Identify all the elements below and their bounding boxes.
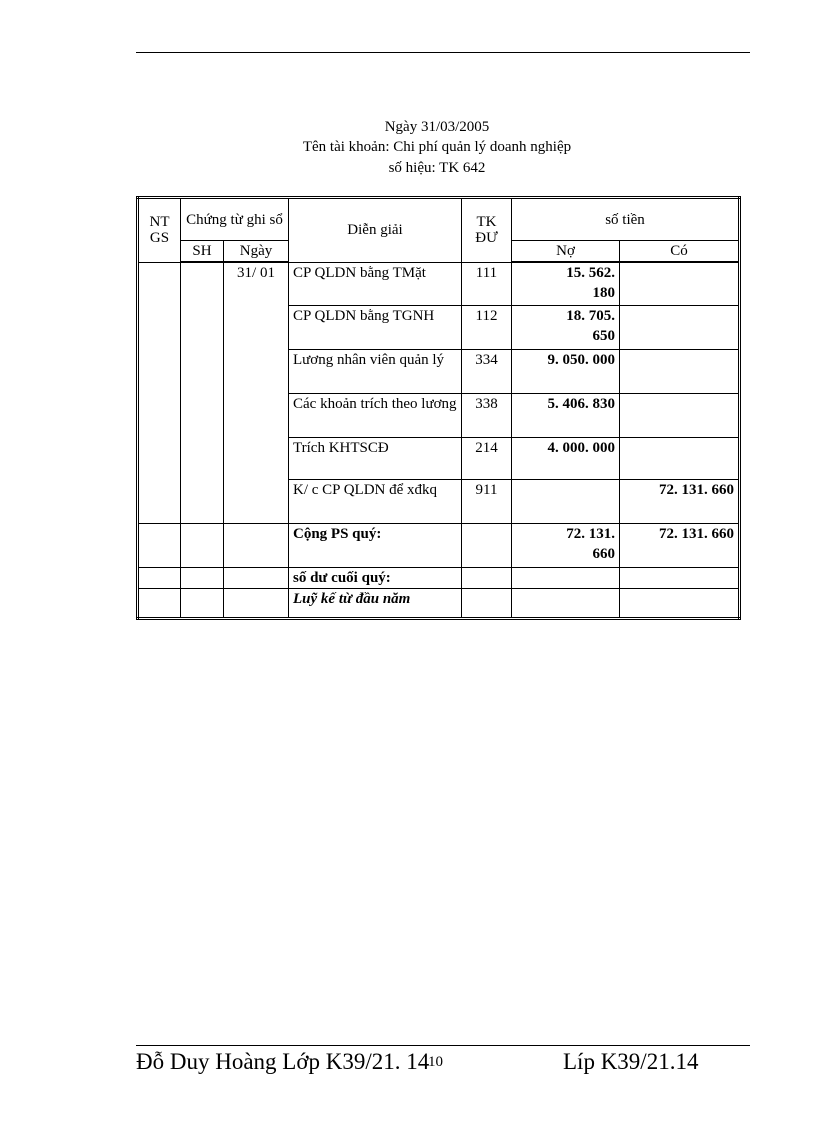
header-dien-giai: Diễn giải <box>289 198 462 263</box>
total-debit: 72. 131. 660 <box>512 523 620 567</box>
header-nt-gs: NT GS <box>138 198 181 263</box>
row-account: 112 <box>462 305 512 349</box>
closing-balance-label: số dư cuối quý: <box>289 567 462 588</box>
closing-balance-row <box>138 567 740 588</box>
cumulative-row <box>138 588 740 618</box>
row-credit: 72. 131. 660 <box>620 479 740 523</box>
row-description: Lương nhân viên quản lý <box>289 349 462 393</box>
row-credit <box>620 393 740 437</box>
header-tk-du: TK ĐƯ <box>462 198 512 263</box>
row-account: 334 <box>462 349 512 393</box>
header-so-tien: số tiền <box>512 198 740 241</box>
row-description: Trích KHTSCĐ <box>289 437 462 479</box>
table-row <box>138 262 740 305</box>
row-debit: 5. 406. 830 <box>512 393 620 437</box>
row-account: 111 <box>462 262 512 305</box>
header-sh: SH <box>181 241 224 263</box>
row-account: 911 <box>462 479 512 523</box>
row-account: 338 <box>462 393 512 437</box>
footer-class: Líp K39/21.14 <box>563 1049 699 1074</box>
row-description: K/ c CP QLDN để xđkq <box>289 479 462 523</box>
account-name: Tên tài khoản: Chi phí quản lý doanh nghiệp <box>302 139 572 155</box>
row-credit <box>620 349 740 393</box>
ledger-table <box>136 196 741 620</box>
total-label: Cộng PS quý: <box>289 523 462 567</box>
row-account: 214 <box>462 437 512 479</box>
row-debit: 4. 000. 000 <box>512 437 620 479</box>
top-rule <box>136 52 750 53</box>
footer-author: Đỗ Duy Hoàng Lớp K39/21. 14 10 <box>136 1049 443 1074</box>
row-debit: 18. 705. 650 <box>512 305 620 349</box>
header-co: Có <box>620 241 740 263</box>
total-row <box>138 523 740 567</box>
entry-date: 31/ 01 <box>224 262 289 523</box>
row-debit <box>512 479 620 523</box>
total-credit: 72. 131. 660 <box>620 523 740 567</box>
row-description: Các khoản trích theo lương <box>289 393 462 437</box>
row-description: CP QLDN bằng TGNH <box>289 305 462 349</box>
header-chung-tu: Chứng từ ghi sổ <box>181 198 289 241</box>
row-credit <box>620 437 740 479</box>
row-description: CP QLDN bằng TMặt <box>289 262 462 305</box>
header-no: Nợ <box>512 241 620 263</box>
ledger-date: Ngày 31/03/2005 <box>384 119 490 135</box>
row-credit <box>620 305 740 349</box>
account-number: số hiệu: TK 642 <box>388 160 486 176</box>
row-debit: 9. 050. 000 <box>512 349 620 393</box>
bottom-rule <box>136 1045 750 1046</box>
page-number: 10 <box>428 1054 443 1070</box>
cumulative-label: Luỹ kế từ đầu năm <box>289 588 462 618</box>
row-credit <box>620 262 740 305</box>
header-ngay: Ngày <box>224 241 289 263</box>
row-debit: 15. 562. 180 <box>512 262 620 305</box>
